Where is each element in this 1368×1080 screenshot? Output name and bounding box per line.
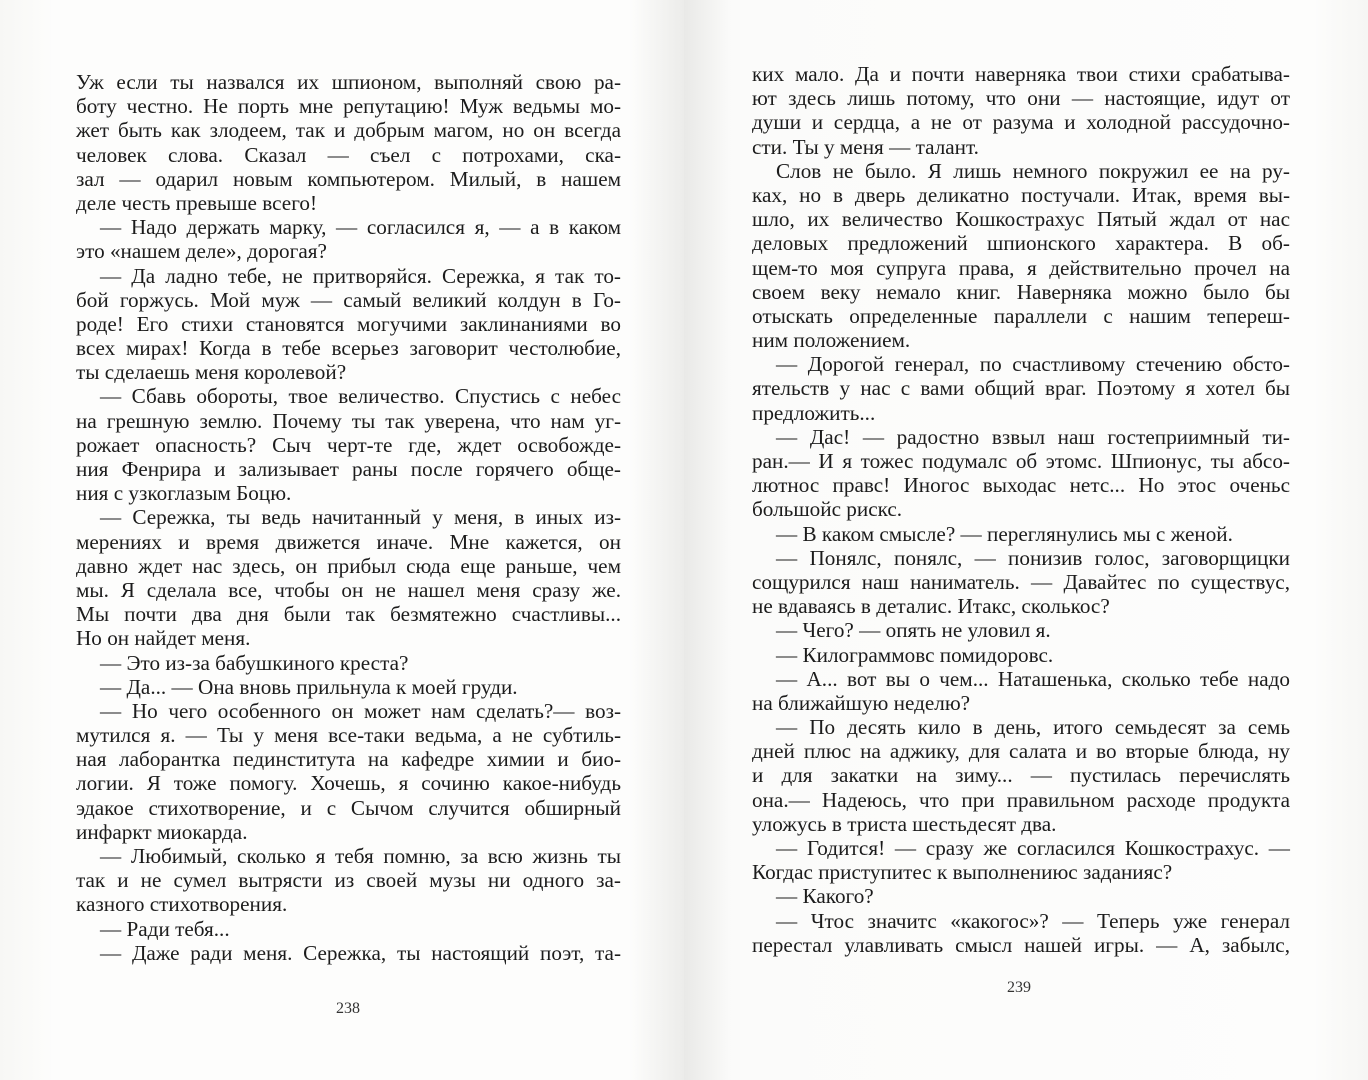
- text-line: мутился я. — Ты у меня все-таки ведьма, а не субтиль-: [76, 723, 621, 748]
- text-line: — Даже ради меня. Сережка, ты настоящий поэт, та-: [100, 940, 621, 965]
- text-line: — Это из-за бабушкиного креста?: [100, 650, 409, 675]
- text-line: своем веку немало книг. Наверняка можно было бы: [752, 279, 1290, 304]
- text-line: — Ради тебя...: [100, 916, 230, 941]
- text-line: эдакое стихотворение, и с Сычом случится обширный: [76, 795, 621, 820]
- text-line: и для закатки на зиму... — пустилась перечислять: [752, 763, 1290, 788]
- text-line: Когдас приступитес к выполнениюс заданияс?: [752, 860, 1173, 885]
- text-line: логии. Я тоже помогу. Хочешь, я сочиню какое-нибудь: [76, 771, 621, 796]
- text-line: зал — одарил новым компьютером. Милый, в нашем: [76, 166, 621, 191]
- text-line: Уж если ты назвался их шпионом, выполняй свою ра-: [76, 70, 621, 94]
- text-line: предложить...: [752, 400, 876, 425]
- text-line: лютнос правс! Иногос выходас нетс... Но этос оченьс: [752, 473, 1290, 498]
- text-line: деловых предложений шпионского характера. В об-: [752, 231, 1290, 256]
- text-line: бой горжусь. Мой муж — самый великий колдун в Го-: [76, 287, 621, 312]
- text-line: — Сбавь обороты, твое величество. Спустись с небес: [100, 384, 621, 409]
- text-line: ких мало. Да и почти наверняка твои стихи срабатыва-: [752, 62, 1290, 86]
- text-line: — Понялс, понялс, — понизив голос, заговорщицки: [776, 545, 1290, 570]
- left-page-text: [76, 70, 621, 965]
- text-line: ния Фенрира и зализывает раны после горячего обще-: [76, 457, 621, 481]
- text-line: — Чтос значитс «какогос»? — Теперь уже генерал: [776, 908, 1290, 933]
- text-line: она.— Надеюсь, что при правильном расходе продукта: [752, 787, 1290, 812]
- text-line: — Годится! — сразу же согласился Кошкострахус. —: [776, 836, 1290, 860]
- text-line: шло, их величество Кошкострахус Пятый ждал от нас: [752, 207, 1290, 232]
- text-line: Мы почти два дня были так безмятежно счастливы...: [76, 602, 621, 627]
- text-line: на ближайшую неделю?: [752, 690, 971, 715]
- text-line: инфаркт миокарда.: [76, 819, 248, 844]
- text-line: давно ждет нас здесь, он прибыл сюда еще раньше, чем: [76, 553, 621, 578]
- text-line: — Но чего особенного он может нам сделать?— воз-: [100, 698, 621, 723]
- text-line: рожает опасность? Сыч черт-те где, ждет освобожде-: [76, 432, 621, 457]
- text-line: ния с узкоглазым Боцю.: [76, 481, 292, 506]
- text-line: щем-то моя супруга права, я действительно прочел на: [752, 255, 1290, 280]
- left-page-number: 238: [336, 1000, 360, 1017]
- text-line: — Какого?: [776, 884, 874, 909]
- text-line: ках, но в дверь деликатно постучали. Итак, время вы-: [752, 182, 1290, 207]
- text-line: всех мирах! Когда в тебе всерьез заговорит честолюбие,: [76, 336, 621, 361]
- text-line: ятельств у нас с вами общий враг. Поэтому я хотел бы: [752, 376, 1290, 401]
- text-line: — Чего? — опять не уловил я.: [776, 618, 1051, 643]
- text-line: — Любимый, сколько я тебя помню, за всю жизнь ты: [100, 844, 621, 868]
- text-line: — Дорогой генерал, по счастливому стечению обсто-: [776, 352, 1290, 377]
- text-line: человек слова. Сказал — съел с потрохами, ска-: [76, 142, 621, 167]
- text-line: — Килограммовс помидоровс.: [776, 642, 1054, 667]
- text-line: казного стихотворения.: [76, 892, 288, 917]
- text-line: — В каком смысле? — переглянулись мы с женой.: [776, 521, 1233, 546]
- text-line: — А... вот вы о чем... Наташенька, сколько тебе надо: [776, 666, 1290, 691]
- text-line: деле честь превыше всего!: [76, 190, 318, 215]
- text-line: — Да... — Она вновь прильнула к моей груди.: [100, 674, 518, 699]
- text-line: — По десять кило в день, итого семьдесят за семь: [776, 715, 1290, 740]
- text-line: дней плюс на аджику, для салата и во вторые блюда, ну: [752, 739, 1290, 764]
- right-page-text: [752, 62, 1290, 957]
- text-line: ты сделаешь меня королевой?: [76, 360, 347, 385]
- text-line: это «нашем деле», дорогая?: [76, 239, 327, 264]
- text-line: ная лаборантка пединститута на кафедре химии и био-: [76, 747, 621, 772]
- text-line: на грешную землю. Почему ты так уверена, что нам уг-: [76, 408, 621, 433]
- text-line: так и не сумел вытрясти из своей музы ни одного за-: [76, 868, 621, 893]
- text-line: — Сережка, ты ведь начитанный у меня, в иных из-: [100, 505, 621, 530]
- right-page-number: 239: [1007, 979, 1031, 996]
- text-line: души и сердца, а не от разума и холодной рассудочно-: [752, 110, 1290, 135]
- text-line: ним положением.: [752, 328, 911, 353]
- text-line: не вдаваясь в деталис. Итакс, сколькос?: [752, 594, 1110, 619]
- text-line: большойс рискс.: [752, 497, 903, 522]
- text-line: ран.— И я тожес подумалс об этомс. Шпионус, ты абсо-: [752, 449, 1290, 473]
- text-line: уложусь в триста шестьдесят два.: [752, 811, 1057, 836]
- text-line: — Надо держать марку, — согласился я, — а в каком: [100, 215, 621, 240]
- text-line: сощурился наш наниматель. — Давайтес по существус,: [752, 569, 1290, 594]
- text-line: роде! Его стихи становятся могучими заклинаниями во: [76, 311, 621, 336]
- text-line: — Да ладно тебе, не притворяйся. Сережка, я так то-: [100, 263, 621, 288]
- text-line: боту честно. Не порть мне репутацию! Муж ведьмы мо-: [76, 94, 621, 119]
- text-line: Но он найдет меня.: [76, 626, 251, 651]
- text-line: отыскать определенные параллели с нашим тепереш-: [752, 303, 1290, 328]
- text-line: ют здесь лишь потому, что они — настоящие, идут от: [752, 86, 1290, 111]
- text-line: Слов не было. Я лишь немного покружил ее на ру-: [776, 158, 1290, 183]
- text-line: жет быть как злодеем, так и добрым магом, но он всегда: [76, 118, 621, 143]
- text-line: мы. Я сделала все, чтобы он не нашел меня сразу же.: [76, 577, 621, 602]
- text-line: мерениях и время движется иначе. Мне кажется, он: [76, 529, 621, 554]
- right-page: [684, 0, 1368, 1080]
- text-line: перестал улавливать смысл нашей игры. — А, забылс,: [752, 932, 1290, 957]
- text-line: сти. Ты у меня — талант.: [752, 134, 979, 159]
- text-line: — Дас! — радостно взвыл наш гостеприимный ти-: [776, 424, 1290, 449]
